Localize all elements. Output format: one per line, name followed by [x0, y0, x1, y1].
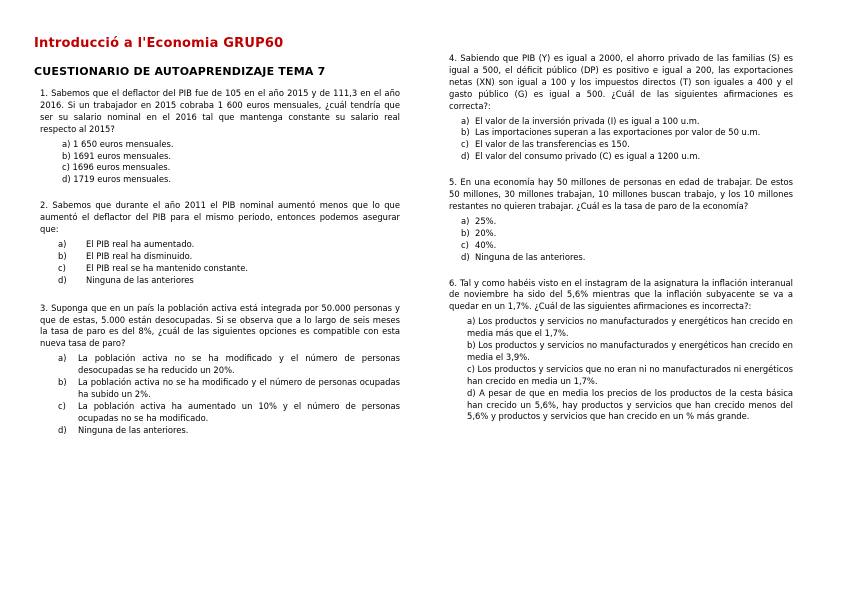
- question-3-options: [40, 353, 400, 436]
- question-4-options: [449, 116, 793, 164]
- question-3-option-b: [58, 377, 400, 401]
- option-letter: c): [461, 139, 469, 150]
- question-5-option-d: [461, 252, 793, 264]
- option-letter: a): [58, 353, 67, 364]
- question-6-option-d: d) A pesar de que en media los precios de los productos de la cesta básica han crecido un 5,6%, hay productos y servicios que han crecido menos del 5,6% y productos y servicios que han crecido en un % más grande.: [467, 387, 793, 422]
- option-text: El valor de la inversión privada (I) es igual a 100 u.m.: [475, 115, 700, 126]
- right-column: [449, 53, 793, 433]
- question-1-option-c: c) 1696 euros mensuales.: [62, 162, 171, 173]
- question-5-stem: 5. En una economía hay 50 millones de personas en edad de trabajar. De estos 50 millones, 30 millones trabajan, 10 millones buscan trabajo, y los 10 millones restantes no quieren trabajar. ¿Cuál es la tasa de paro de la economía?: [449, 177, 793, 211]
- question-6: [449, 278, 793, 424]
- option-text: 40%.: [475, 239, 497, 250]
- option-text: Ninguna de las anteriores.: [475, 251, 586, 262]
- option-text: El PIB real se ha mantenido constante.: [86, 262, 249, 273]
- question-2-stem: 2. Sabemos que durante el año 2011 el PIB nominal aumentó menos que lo que aumentó el deflactor del PIB para el mismo periodo, entonces podemos asegurar que:: [40, 200, 400, 235]
- question-3-stem: 3. Suponga que en un país la población activa está integrada por 50.000 personas y que de estas, 5.000 están desocupadas. Si se observa que a lo largo de seis meses la tasa de paro es del 8%, ¿cuál de las siguientes opciones es compatible con esta nueva tasa de paro?: [40, 302, 400, 349]
- option-text: El PIB real ha aumentado.: [86, 238, 195, 249]
- option-letter: a): [58, 238, 67, 249]
- question-2-option-c: [58, 263, 400, 275]
- question-4-stem: 4. Sabiendo que PIB (Y) es igual a 2000, el ahorro privado de las familias (S) es igual a 500, el déficit público (DP) es positivo e igual a 200, las exportaciones netas (XN) son igual a 100 y los impuestos directos (T) son iguales a 400 y el gasto público (G) es igual a 500. ¿Cuál de las siguientes afirmaciones es correcta?:: [449, 53, 793, 111]
- option-text: La población activa no se ha modificado y el número de personas ocupadas ha subido un 2%.: [78, 377, 400, 399]
- option-letter: b): [461, 127, 470, 138]
- question-6-option-c: c) Los productos y servicios que no eran ni no manufacturados ni energéticos han crecido en media un 1,7%.: [467, 363, 793, 386]
- option-letter: b): [58, 377, 67, 388]
- option-text: La población activa no se ha modificado y el número de personas desocupadas se ha reducido un 20%.: [78, 353, 400, 376]
- option-letter: c): [58, 262, 66, 273]
- question-3: [40, 303, 400, 437]
- option-text: Las importaciones superan a las exportaciones por valor de 50 u.m.: [475, 127, 761, 138]
- question-1-option-b: b) 1691 euros mensuales.: [62, 150, 172, 161]
- option-text: El valor del consumo privado (C) es igual a 1200 u.m.: [475, 151, 701, 162]
- question-4-option-a: [461, 116, 793, 128]
- question-2: [40, 200, 400, 286]
- option-text: La población activa ha aumentado un 10% y el número de personas ocupadas no se ha modificado.: [78, 400, 400, 423]
- option-letter: a): [461, 115, 470, 126]
- question-6-stem: 6. Tal y como habéis visto en el instagram de la asignatura la inflación interanual de noviembre ha sido del 5,6% mientras que la inflación subyacente se va a quedar en un 1,7%. ¿Cuál de las siguientes afirmaciones es incorrecta?:: [449, 277, 793, 312]
- option-letter: d): [461, 251, 470, 262]
- question-4-option-b: [461, 127, 793, 139]
- left-column: [40, 88, 400, 447]
- question-5-options: [449, 216, 793, 264]
- question-3-option-a: [58, 353, 400, 377]
- question-4-option-d: [461, 151, 793, 163]
- question-5-option-c: [461, 240, 793, 252]
- option-letter: d): [461, 151, 470, 162]
- option-letter: b): [58, 250, 67, 261]
- option-letter: d): [58, 424, 67, 435]
- option-text: El PIB real ha disminuido.: [86, 250, 193, 261]
- question-2-option-d: [58, 275, 400, 287]
- question-2-option-b: [58, 251, 400, 263]
- option-letter: c): [461, 239, 469, 250]
- question-5-option-a: [461, 216, 793, 228]
- question-1-stem: 1. Sabemos que el deflactor del PIB fue de 105 en el año 2015 y de 111,3 en el año 2016. Si un trabajador en 2015 cobraba 1 600 euros mensuales, ¿cuál tendría que ser su salario nominal en el 2016 tal que mantenga constante su salario real respecto al 2015?: [40, 88, 400, 134]
- question-4-option-c: [461, 139, 793, 151]
- question-6-options: [449, 316, 793, 423]
- question-6-option-b: b) Los productos y servicios no manufacturados y energéticos han crecido en media el 3,9%.: [467, 340, 793, 362]
- document-subtitle: CUESTIONARIO DE AUTOAPRENDIZAJE TEMA 7: [34, 65, 326, 78]
- question-1-option-d: d) 1719 euros mensuales.: [62, 174, 172, 185]
- question-5: [449, 177, 793, 263]
- option-text: El valor de las transferencias es 150.: [475, 139, 630, 150]
- question-4: [449, 53, 793, 163]
- option-text: 25%.: [475, 215, 497, 226]
- question-3-option-d: [58, 425, 400, 437]
- question-3-option-c: [58, 401, 400, 425]
- option-letter: d): [58, 274, 67, 285]
- question-1-option-a: a) 1 650 euros mensuales.: [62, 138, 174, 149]
- option-letter: a): [461, 215, 470, 226]
- option-text: Ninguna de las anteriores: [86, 274, 194, 285]
- question-2-option-a: [58, 239, 400, 251]
- option-letter: b): [461, 227, 470, 238]
- question-6-option-a: a) Los productos y servicios no manufacturados y energéticos han crecido en media más que el 1,7%.: [467, 316, 793, 339]
- page-title: Introducció a l'Economia GRUP60: [34, 36, 284, 51]
- option-text: 20%.: [475, 227, 497, 238]
- question-1: [40, 88, 400, 186]
- question-2-options: [40, 239, 400, 287]
- question-1-options: [40, 139, 400, 187]
- option-letter: c): [58, 400, 66, 411]
- option-text: Ninguna de las anteriores.: [78, 424, 189, 435]
- question-5-option-b: [461, 228, 793, 240]
